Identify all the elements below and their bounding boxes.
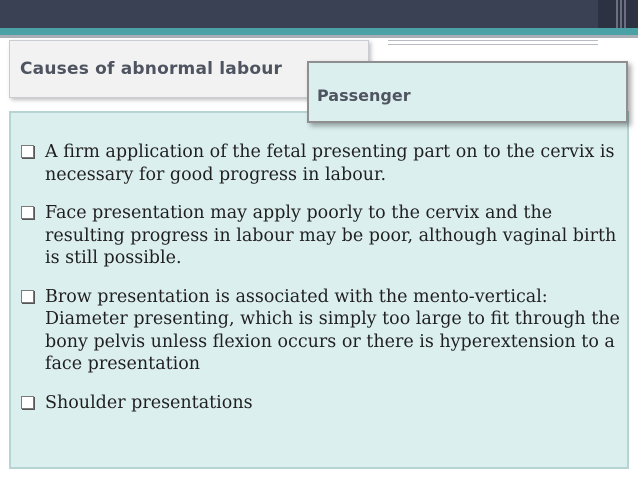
bullet-text: Brow presentation is associated with the mento-vertical: Diameter presenting, which is simply too large to fit through the bony pelvis unless flexion occurs or there is hyperextension to a face presentation: [45, 286, 620, 374]
top-band-accent: [598, 0, 638, 28]
bullet-item: [11, 392, 623, 415]
square-bullet-icon: [21, 206, 34, 219]
top-decorative-band: [0, 0, 638, 28]
bullet-text: Shoulder presentations: [45, 392, 253, 413]
gray-accent-bar: [0, 35, 638, 38]
bullet-item: [11, 286, 623, 376]
decorative-thin-lines: [388, 40, 598, 48]
bullet-item: [11, 141, 623, 186]
top-band-stripes: [616, 0, 630, 28]
subtitle-box: [307, 61, 628, 123]
bullet-text: Face presentation may apply poorly to the cervix and the resulting progress in labour may be poor, although vaginal birth is still possible.: [45, 203, 617, 268]
content-box: [9, 111, 629, 469]
bullet-text: A firm application of the fetal presenting part on to the cervix is necessary for good progress in labour.: [45, 142, 615, 185]
teal-accent-bar: [0, 28, 638, 35]
bullet-list: [11, 141, 623, 430]
square-bullet-icon: [21, 145, 34, 158]
square-bullet-icon: [21, 396, 34, 409]
bullet-item: [11, 202, 623, 270]
square-bullet-icon: [21, 290, 34, 303]
slide-title: Causes of abnormal labour: [20, 59, 283, 79]
slide-subtitle: Passenger: [317, 86, 411, 105]
